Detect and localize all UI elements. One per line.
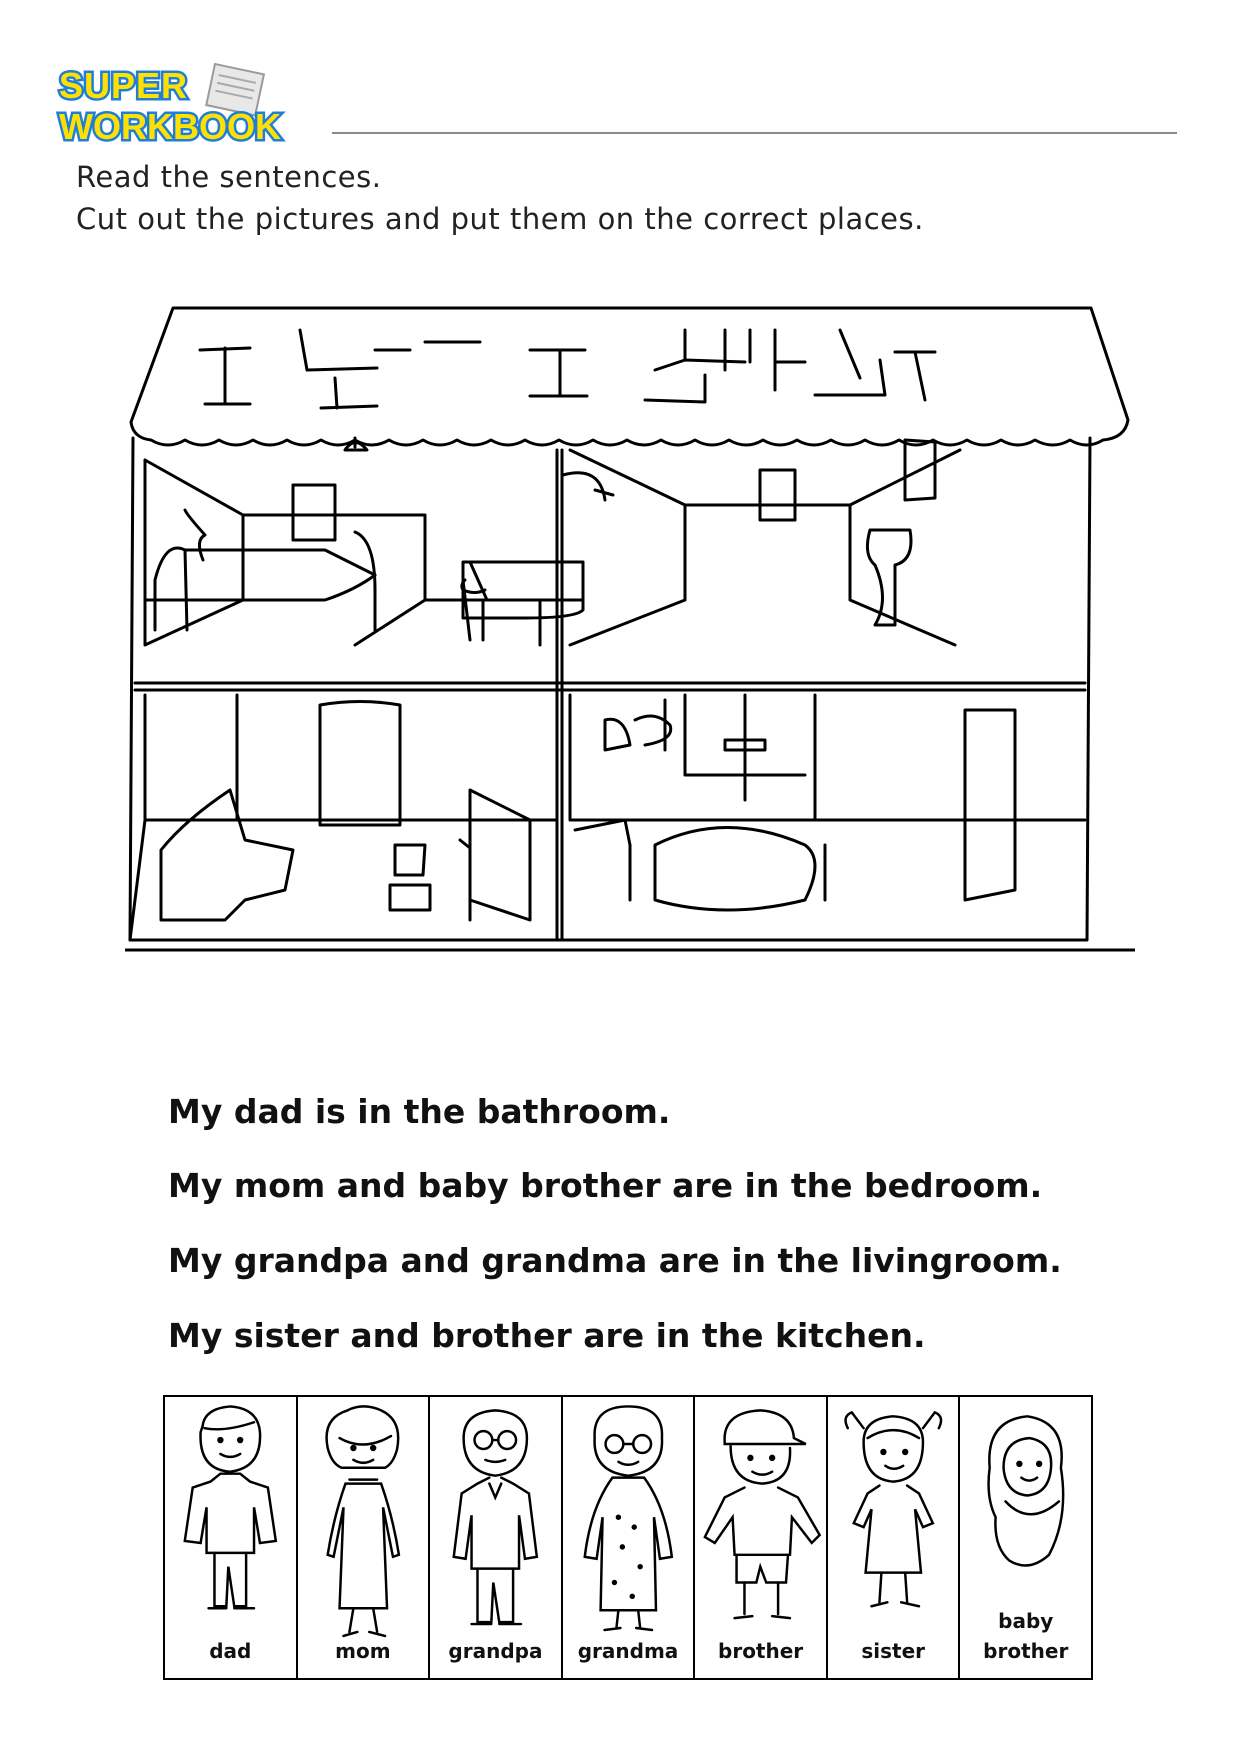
instruction-line-2: Cut out the pictures and put them on the correct places. — [76, 202, 924, 236]
card-mom[interactable] — [298, 1397, 431, 1678]
header-rule — [332, 132, 1177, 134]
sentence-4: My sister and brother are in the kitchen. — [168, 1316, 926, 1355]
card-baby-brother[interactable] — [960, 1397, 1091, 1678]
card-grandpa[interactable] — [430, 1397, 563, 1678]
sentence-3: My grandpa and grandma are in the livingroom. — [168, 1241, 1062, 1280]
sentence-1: My dad is in the bathroom. — [168, 1092, 671, 1131]
super-workbook-logo — [55, 60, 340, 150]
card-label-baby-brother — [960, 1606, 1091, 1666]
card-sister[interactable] — [828, 1397, 961, 1678]
card-label-sister: sister — [861, 1639, 925, 1663]
cutout-cards — [163, 1395, 1093, 1680]
card-label-grandpa: grandpa — [448, 1639, 543, 1663]
svg-text:WORKBOOK: WORKBOOK — [59, 106, 281, 147]
card-label-grandma: grandma — [577, 1639, 679, 1663]
card-brother[interactable] — [695, 1397, 828, 1678]
instruction-line-1: Read the sentences. — [76, 160, 382, 194]
card-label-brother: brother — [718, 1639, 804, 1663]
card-dad[interactable] — [165, 1397, 298, 1678]
card-label-baby: baby — [998, 1609, 1054, 1633]
svg-text:SUPER: SUPER — [59, 65, 189, 106]
sentence-2: My mom and baby brother are in the bedroom. — [168, 1166, 1043, 1205]
house-illustration — [125, 300, 1135, 1070]
card-label-dad: dad — [209, 1639, 252, 1663]
card-label-brother-2: brother — [983, 1639, 1069, 1663]
card-grandma[interactable] — [563, 1397, 696, 1678]
card-label-mom: mom — [335, 1639, 391, 1663]
